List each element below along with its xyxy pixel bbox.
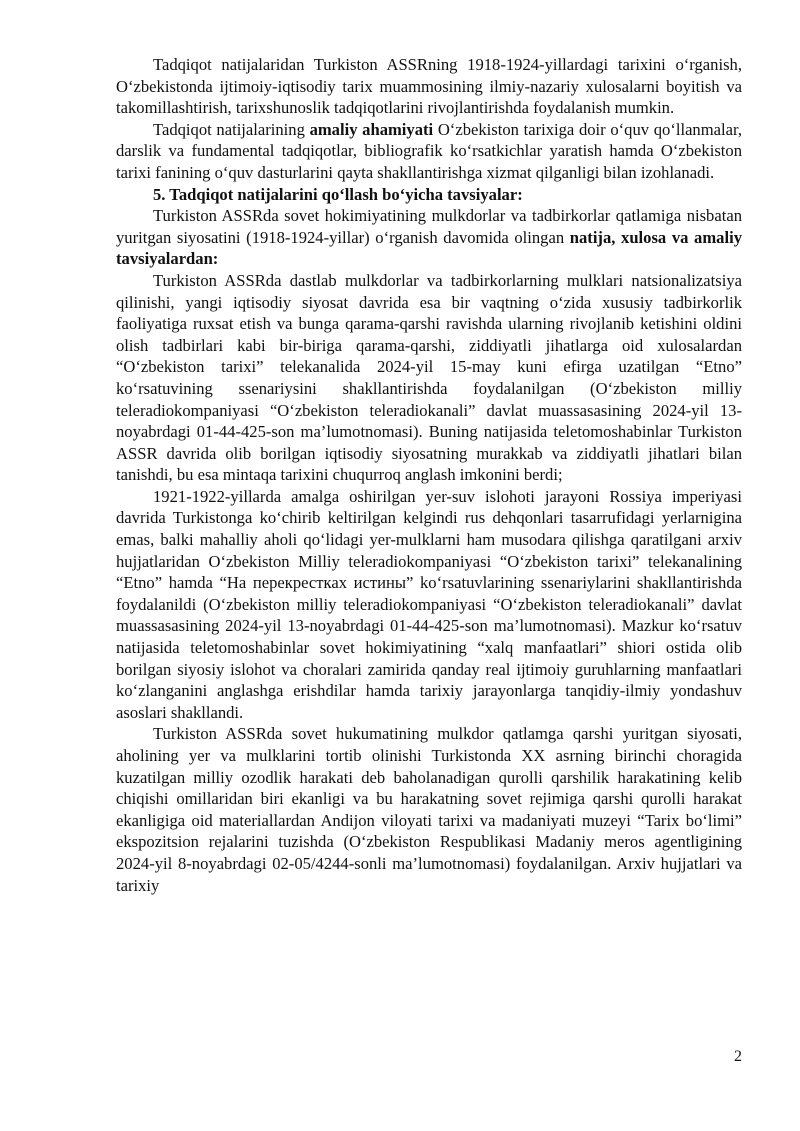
paragraph-nationalization: Turkiston ASSRda dastlab mulkdorlar va tadbirkorlarning mulklari natsionalizatsiya qilinishi, yangi iqtisodiy siyosat davrida esa bir vaqtning o‘zida xususiy tadbirkorlik faoliyatiga ruxsat etish va bunga qarama-qarshi ravishda ularning rivojlanib ketishini oldini olish tadbirlari kabi bir-biriga qarama-qarshi, ziddiyatli jihatlarga oid xulosalardan “O‘zbekiston tarixi” telekanalida 2024-yil 15-may kuni efirga uzatilgan “Etno” ko‘rsatuvining ssenariysini shakllantirishda foydalanilgan (O‘zbekiston milliy teleradiokompaniyasi “O‘zbekiston teleradiokanali” davlat muassasasining 2024-yil 13-noyabrdagi 01-44-425-son ma’lumotnomasi). Buning natijasida teletomoshabinlar Turkiston ASSR davrida olib borilgan iqtisodiy siyosatning murakkab va ziddiyatli jihatlari bilan tanishdi, bu esa mintaqa tarixini chuqurroq anglash imkonini berdi; [116,270,742,485]
paragraph-practical-significance [116,119,742,184]
paragraph-research-results: Tadqiqot natijalaridan Turkiston ASSRning 1918-1924-yillardagi tarixini o‘rganish, O‘zbekistonda ijtimoiy-iqtisodiy tarix muammosining ilmiy-nazariy xulosalarni boyitish va takomillashtirish, tarixshunoslik tadqiqotlarini rivojlantirishda foydalanish mumkin. [116,55,742,118]
bold-term: amaliy ahamiyati [309,119,434,139]
paragraph-text: Tadqiqot natijalarining [153,119,310,139]
paragraph-land-reform: 1921-1922-yillarda amalga oshirilgan yer-suv islohoti jarayoni Rossiya imperiyasi davrida Turkistonga ko‘chirib keltirilgan kelgindi rus dehqonlari tasarrufidagi yerlarnigina emas, balki mahalliy aholi qo‘lidagi yer-mulklarni ham musodara qilishga qaratilgani arxiv hujjatlaridan O‘zbekiston Milliy teleradiokompaniyasi “O‘zbekiston tarixi” telekanalining “Etno” hamda “На перекрестках истины” ko‘rsatuvlarining ssenariylarini shakllantirishda foydalanildi (O‘zbekiston milliy teleradiokompaniyasi “O‘zbekiston teleradiokanali” davlat muassasasining 2024-yil 13-noyabrdagi 01-44-425-son ma’lumotnomasi). Mazkur ko‘rsatuv natijasida teletomoshabinlar sovet hokimiyatining “xalq manfaatlari” shiori ostida olib borilgan siyosiy islohot va choralari zamirida qanday real ijtimoiy guruhlarning manfaatlari ko‘zlanganini anglashga erishdilar hamda tarixiy jarayonlarga tanqidiy-ilmiy yondashuv asoslari shakllandi. [116,486,742,722]
section-heading: 5. Tadqiqot natijalarini qo‘llash bo‘yicha tavsiyalar: [153,184,523,204]
paragraph-text: Turkiston ASSRda sovet hokimiyatining mulkdorlar va tadbirkorlar qatlamiga nisbatan yuritgan siyosatini (1918-1924-yillar) o‘rganish davomida olingan [116,206,742,247]
page-number: 2 [734,1048,742,1065]
paragraph-armed-resistance: Turkiston ASSRda sovet hukumatining mulkdor qatlamga qarshi yuritgan siyosati, aholining yer va mulklarini tortib olinishi Turkistonda XX asrning birinchi choragida kuzatilgan milliy ozodlik harakati deb baholanadigan qurolli qarshilik harakatining kelib chiqishi omillaridan biri ekanligi va bu harakatning sovet rejimiga qarshi qurolli harakat ekanligiga oid materiallardan Andijon viloyati tarixi va madaniyati muzeyi “Tarix bo‘limi” ekspozitsion rejalarini tuzishda (O‘zbekiston Respublikasi Madaniy meros agentligining 2024-yil 8-noyabrdagi 02-05/4244-sonli ma’lumotnomasi) foydalanilgan. Arxiv hujjatlari va tarixiy [116,724,742,895]
paragraph-recommendations-intro [116,205,742,270]
bold-term: natija, xulosa va amaliy tavsiyalardan: [116,227,742,269]
document-body [116,54,742,896]
paragraph-text: O‘zbekiston tarixiga doir o‘quv qo‘llanmalar, darslik va fundamental tadqiqotlar, bibliografik ko‘rsatkichlar yaratish hamda O‘zbekiston tarixi fanining o‘quv dasturlarini qayta shakllantirishga xizmat qilganligi bilan izohlanadi. [116,119,742,182]
